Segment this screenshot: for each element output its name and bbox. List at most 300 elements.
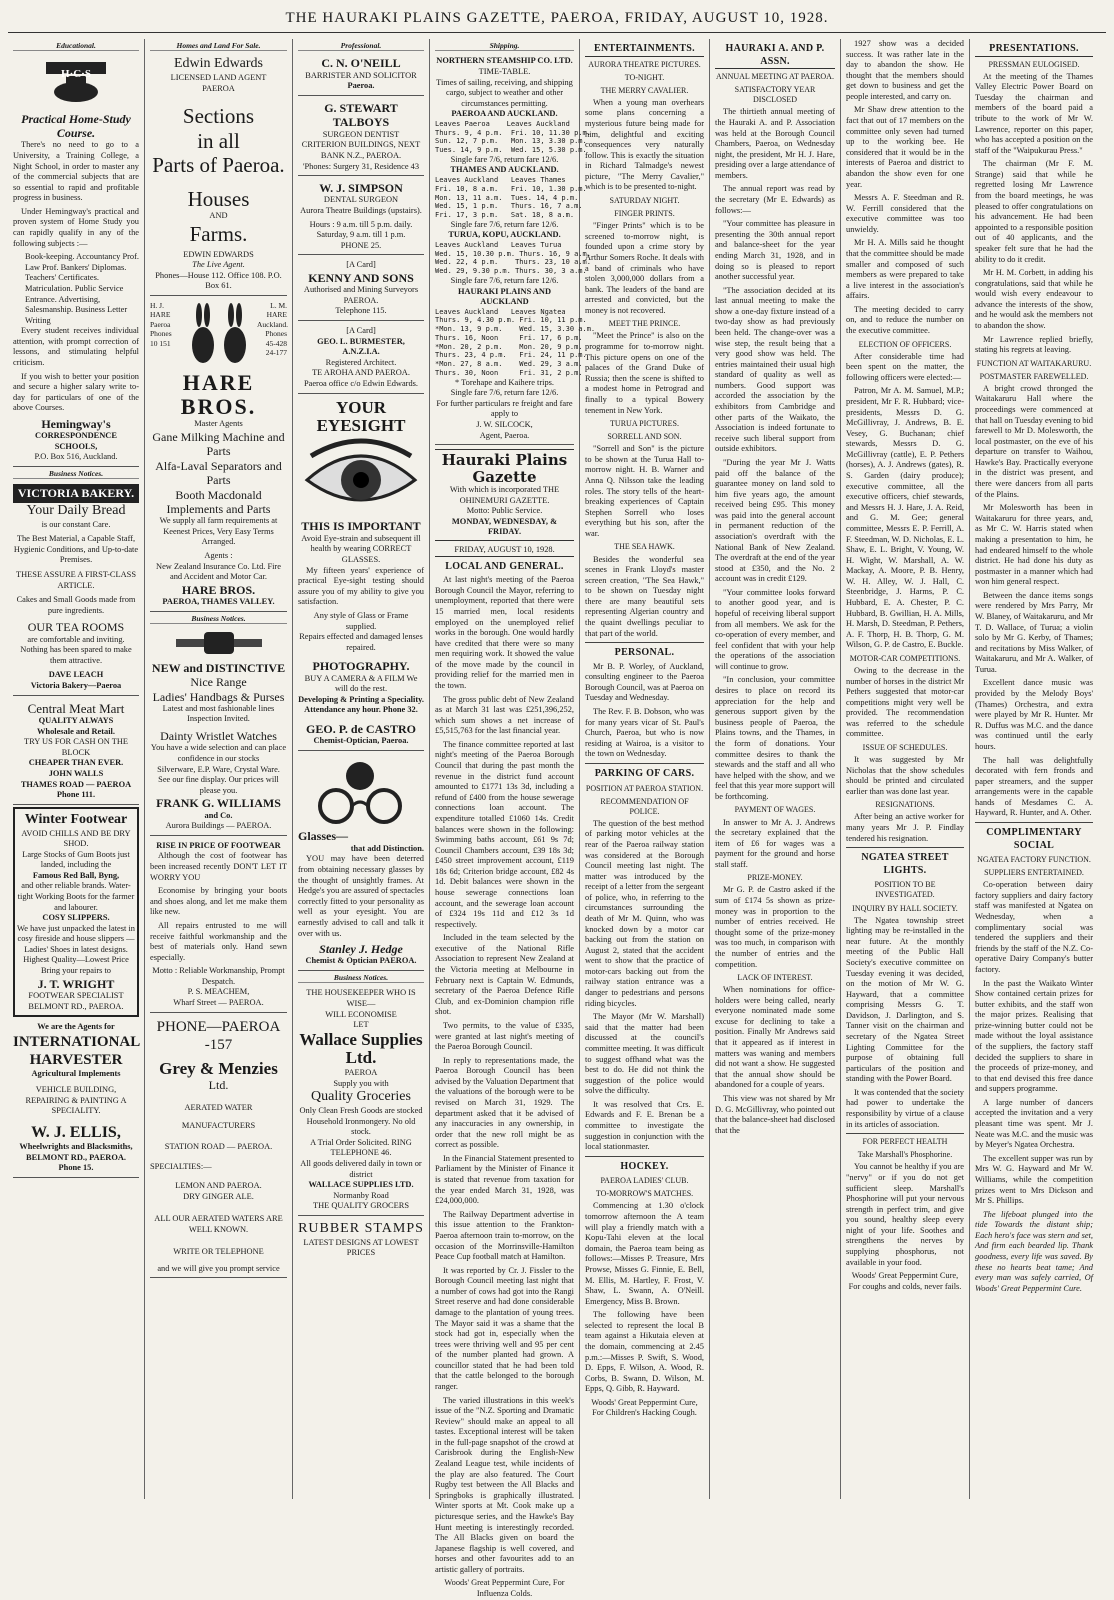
paragraph: Messrs A. F. Steedman and R. W. Ferrill considered that the executive committee was too unwieldy. [846,193,964,234]
williams-text: Aurora Buildings — PAEROA. [165,821,272,831]
paragraph: At last night's meeting of the Paeroa Borough Council the Mayor, referring to unemployment, reported that there were 15 married men, local residents employed on the unemployed relief works in the borough. One would hardly have credited that there were so many men requiring work. It showed the value of the move made by the council in providing relief for the married men in the town. [435,575,574,691]
meat-address: THAMES ROAD — PAEROA [20,779,132,789]
route-heading: TURUA, KOPU, AUCKLAND. [448,230,561,240]
williams-text: You have a wide selection and can place confidence in our stocks [150,743,287,764]
route-heading: THAMES AND AUCKLAND. [450,165,559,175]
gm-text: DRY GINGER ALE. [183,1191,254,1201]
edwin-edwards-ad [150,53,287,296]
hare-bros-name: HARE BROS. [180,369,257,420]
oneill-card [298,53,424,96]
wright-address: FOOTWEAR SPECIALIST BELMONT RD., PAEROA. [28,991,124,1011]
paragraph: Mr H. A. Mills said he thought that the committee should be made smaller and composed of such members as were prepared to take a live interest in the association's affairs. [846,238,964,301]
talboys-card [298,98,424,176]
fare-text: For further particulars re freight and fare apply to [436,398,573,419]
eyesight-text: Avoid Eye-strain and subsequent ill health by wearing CORRECT GLASSES. [301,533,421,565]
burmester-card [298,323,424,393]
verse: The lifeboat plunged into the tide Towards the distant ship; Each hero's face was stern and set, And firm each bearded lip. Thank goodness, every life was saved. By these no hearts beat tame; And every man was safely carried, Of Woods' Great Peppermint Cure. [975,1209,1093,1293]
footwear-text: AVOID CHILLS AND BE DRY SHOD. [21,828,131,849]
ellis-text: Wheelwrights and Blacksmiths, [19,1142,133,1152]
hare-text: Master Agents [194,419,243,429]
subheading: ANNUAL MEETING AT PAEROA. [716,72,834,82]
paragraph: When nominations for office-holders were being called, nearly everyone nominated made some excuse for declining to take a position. Finally Mr Andrews said that it appeared as if interest in matters was waning and members did not want a show. He suggested that the annual show should be abandoned for a couple of years. [715,985,835,1090]
williams-name: FRANK G. WILLIAMS [156,796,281,811]
subheading: ISSUE OF SCHEDULES. [862,743,948,752]
footwear-text: and other reliable brands. Water-tight Working Boots for the farmer and labourer. [17,881,135,912]
column-3 [293,39,430,1499]
wallace-text: THE QUALITY GROCERS [313,1201,409,1211]
wallace-text: A Trial Order Solicited. RING TELEPHONE 46. [310,1137,412,1158]
gm-phone: PHONE—PAEROA -157 [156,1018,281,1053]
wallace-footer: WALLACE SUPPLIES LTD. [308,1180,414,1190]
column-8 [970,39,1098,1499]
subheading: TO-NIGHT. [624,72,665,82]
paragraph: "Your committee looks forward to another good year, and is hopeful of receiving liberal support from all members. We ask for the co-operation of every member, and feel confident that with your help the operations of the association will continue to grow. [715,587,835,671]
shipping-company: NORTHERN STEAMSHIP CO. LTD. [436,56,573,66]
paragraph: Included in the team selected by the executive of the National Rifle Association to represent New Zealand at the Victoria meeting at Melbourne in February next is Captain W. Edmunds, secretary of the Paeroa Defence Rifle Club, and ex-Dominion champion rifle shot. [435,933,574,1017]
hedge-ad [298,753,424,971]
personal-heading: PERSONAL. [614,647,675,659]
hedge-name: Stanley J. Hedge [319,942,403,957]
paragraph: Mr B. P. Worley, of Auckland, consulting engineer to the Paeroa Borough Council, was at Paeroa on Tuesday and Wednesday. [585,661,704,703]
footwear-heading: Winter Footwear [24,811,128,827]
footwear-text: Bring your repairs to [40,966,111,976]
paragraph: Owing to the decrease in the number of horses in the district Mr Pethers suggested that motor-car competitions might very well be provided. The recommendation was referred to the schedule committee. [846,665,964,739]
williams-text: Latest and most fashionable lines Inspection Invited. [162,703,275,724]
card-text: Authorised and Mining Surveyors PAEROA. [303,285,419,305]
paragraph: Mr Shaw drew attention to the fact that out of 17 members on the committee only seven had turned up to the working bee. He considered that it would be in the interests of Paeroa and district to abandon the show even for one year. [846,105,964,189]
divider [585,763,704,764]
photo-text: BUY A CAMERA & A FILM We will do the rest. [304,673,418,694]
paragraph: YOU may have been deterred from obtaining necessary glasses by the thought of unsightly frames. At Hedge's you are assured of spectacles correctly fitted to your personality as well as your eyesight. You are earnestly advised to call and talk it over with us. [298,854,424,938]
paragraph: There's no need to go to a University, a Training College, a Night School, in order to master any of the commercial subjects that are so essential to rapid and profitable progress in business. [13,140,139,203]
paragraph: The varied illustrations in this week's issue of the "N.Z. Sporting and Dramatic Review" should make an appeal to all tastes. Exceptional interest will be taken in the full-page snapshot of the crowd at Carisbrook during the English-New Zealand League test, while incidents of the play are also featured. The Court Rugby test between the All Blacks and Springboks is graphically illustrated. Winter sports at Mt. Cook make up a picturesque series, and the Hawke's Bay Hunt meeting is interestingly recorded. The All Blacks given on board the Japanese flagship is well covered, and horses and other favourites add to an artistic gallery of portraits. [435,1395,574,1574]
bakery-text: Cakes and Small Goods made from pure ingredients. [16,595,136,615]
paragraph: The meeting decided to carry on, and to reduce the number on the executive committee. [846,304,964,336]
paragraph: Mr H. M. Corbett, in adding his congratulations, said that while he would wish every endeavour to advance the interests of the show, and he would ask the members not to abandon the show. [975,268,1093,330]
card-text: CRITERION BUILDINGS, NEXT BANK N.Z., PAEROA. [301,140,421,160]
card-name: W. J. SIMPSON [319,181,403,196]
williams-text: Silverware, E.P. Ware, Crystal Ware. [157,764,280,774]
association-heading: HAURAKI A. AND P. ASSN. [715,43,835,69]
subheading: POSITION TO BE INVESTIGATED. [874,880,936,900]
card-name: KENNY AND SONS [308,270,414,285]
frank-williams-ad [150,626,287,836]
paper-title-block [435,449,574,541]
paragraph: Between the dance items songs were rendered by Mrs Parry, Mr W. Blaney, of Waitakaruru, and Mr T. D. Wallace, of Turua; a violin solo by Mr G. Kerby, of Thames; and recitations by Miss Walker, of Waitakaruru, and Mr A. Walker, of Turua. [975,590,1093,674]
paragraph: You cannot be healthy if you are "nervy" or if you do not get sufficient sleep. Marshall's Phosphorine will put your nervous strength in perfect trim, and give you sound, healthy sleep every night of your life. Soothes and strengthens the nerves by supplying phosphorus, not available in your food. [846,1162,964,1267]
card-name: C. N. O'NEILL [321,56,401,71]
meat-owner: JOHN WALLS [48,769,104,778]
subheading: ELECTION OF OFFICERS. [858,339,952,349]
simpson-card [298,178,424,255]
gm-text: STATION ROAD — PAEROA. [164,1141,273,1151]
hare-text: Agents : [204,551,233,561]
subheading: FUNCTION AT WAITAKARURU. [976,358,1092,368]
paragraph: The following have been selected to represent the local B team against a Hikutaia eleven at the domain, commencing at 2.45 p.m.:—Misses P. Swift, S. Wood, D. Epps, F. Wilson, A. Wood, R. Corbs, B. Swann, D. Wilson, M. Epps, Q. Gibb, R. Hayward. [585,1310,704,1394]
agents-text: We are the Agents for [37,1022,115,1032]
column-1 [8,39,145,1499]
card-label: [A Card] [346,326,376,336]
farms-text: Farms. [189,221,248,246]
meat-text: CHEAPER THAN EVER. [28,758,124,768]
agent-place: Agent, Paeroa. [479,430,530,440]
card-text: Paeroa. [347,81,375,91]
meat-text: TRY US FOR CASH ON THE BLOCK [23,737,128,757]
subheading: MOTOR-CAR COMPETITIONS. [849,653,961,663]
paragraph: Excellent dance music was provided by the Melody Boys' (Thames) Orchestra, and extra were played by Mr R. Hunter. Mr R. Duffus was M.C. and the dance was continued until the early hours. [975,678,1093,751]
meat-phone: Phone 111. [56,790,96,800]
wallace-text: Household Ironmongery. No old stock. [306,1116,416,1137]
subheading: SUPPLIERS ENTERTAINED. [984,868,1084,878]
subheading: SATISFACTORY YEAR DISCLOSED [734,85,816,105]
card-text: Hours : 9 a.m. till 5 p.m. daily. Saturday, 9 a.m. till 1 p.m. [309,219,413,240]
bakery-text: THESE ASSURE A FIRST-CLASS ARTICLE. [16,569,136,590]
paper-motto: Motto: Public Service. [466,506,543,516]
meat-text: QUALITY ALWAYS [38,716,114,726]
paragraph: Under Hemingway's practical and proven system of Home Study you can rapidly qualify in any of the following subjects :— [13,206,139,248]
paragraph: The Ngatea township street lighting may be re-installed in the near future. At the monthly meeting of the Public Hall Society's executive committee on Tuesday evening it was decided, on the motion of Mr W. G. Hayward, that a committee comprising Messrs G. T. Davidson, J. Darlington, and S. Tanner visit on the chairman and secretary of the Ngatea Street Lighting Committee for the purpose of obtaining full particulars of the position and standing with the Power Board. [846,915,964,1084]
card-text: DENTAL SURGEON [323,195,399,205]
meachem-ad [150,838,287,1013]
and-text: AND [209,210,228,220]
section-heading: Business Notices. [298,973,424,983]
hedge-title: Chemist & Optician PAEROA. [305,956,417,966]
column-4 [430,39,596,1598]
parts-text: Parts of Paeroa. [152,152,285,177]
ellis-text: Phone 15. [58,1163,94,1173]
hare-text: We supply all farm requirements at Keenest Prices, Very Easy Terms Arranged. [159,516,278,547]
paragraph: 1927 show was a decided success. It was rather late in the day to abandon the show. He thought that the members should get down to business and get the people interested, and carry on. [846,39,964,101]
divider [846,1133,964,1134]
slippers-heading: COSY SLIPPERS. [42,913,110,923]
wallace-text: PAEROA [344,1068,378,1078]
subheading: PAYMENT OF WAGES. [734,805,816,815]
column-5 [580,39,710,1499]
wallace-text: Normanby Road [333,1190,389,1200]
paragraph: In the Financial Statement presented to Parliament by the Minister of Finance it is stated that revenue from taxation for the year ended March 31, 1928, was £24,000,000. [435,1153,574,1206]
fare-text: Single fare 7/6, return fare 12/6. [450,275,559,285]
paragraph: This view was not shared by Mr D. G. McGillivray, who pointed out that the balance-sheet had disclosed that the [715,1093,835,1135]
eyesight-text: Any style of Glass or Frame supplied. [313,610,409,631]
card-label: [A Card] [346,260,376,270]
fare-text: Single fare 7/6, return fare 12/6. [450,154,559,164]
williams-text: NEW and DISTINCTIVE [151,660,286,675]
paragraph: Although the cost of footwear has been increased recently DON'T LET IT WORRY YOU [150,851,287,882]
subheading: POSTMASTER FAREWELLED. [979,371,1089,381]
gm-text: and we will give you prompt service [157,1263,280,1273]
subheading: TO-MORROW'S MATCHES. [595,1189,694,1199]
card-text: Registered Architect. [325,357,397,367]
paragraph: At the meeting of the Thames Valley Electric Power Board on Tuesday the chairman and members of the board paid a tribute to the work of Mr W. Lawrence, reporter on this paper, who has accepted a position on the staff of the "Waipukurau Press." [975,71,1093,155]
wallace-text: Supply you with [333,1078,389,1088]
in-all-text: in all [197,128,240,153]
paragraph: It was suggested by Mr Nicholas that the show schedules should be printed and circulated earlier than was done last year. [846,755,964,796]
paragraph: "During the year Mr J. Watts paid off the balance of the guarantee money on land sold to him five years ago, the amount received being £95. This money was paid into the general account in permanent reduction of the association's overdraft with the National Bank of New Zealand. The overdraft at the end of the year stood at £350, and the No. 2 account was in credit £129. [715,457,835,584]
timetable-text: Times of sailing, receiving, and shipping cargo, subject to weather and other circumstances permitting. [436,77,573,108]
shipping-timetable [435,53,596,445]
column-6 [710,39,841,1499]
social-heading: COMPLIMENTARY SOCIAL [986,826,1082,851]
subheading: AURORA THEATRE PICTURES. [588,59,701,69]
williams-text: See our fine display. Our prices will please you. [158,775,279,795]
paragraph: Mr Molesworth has been in Waitakaruru for three years, and, as Mr C. W. Harris stated when making a presentation to him, he had endeared himself to the whole district. He had done his duty as postmaster in a manner which had won him general respect. [975,503,1093,587]
kenny-card [298,257,424,321]
subheading: RECOMMENDATION OF POLICE. [600,796,689,816]
paragraph: The Mayor (Mr W. Marshall) said that the matter had been discussed at the council's committee meeting. It was difficult to suggest offhand what was the best to do. He did not think the suggestion of the police would solve the difficulty. [585,1012,704,1096]
paragraph: My fifteen years' experience of practical Eye-sight testing should assure you of my ability to give you satisfaction. [298,565,424,607]
route-schedule: Leaves Auckland Leaves Ngatea Thurs. 9, 4.30 p.m. Fri. 10, 11 p.m. *Mon. 13, 9 p.m. Wed. 15, 3.30 a.m. Thurs. 16, Noon Fri. 17, 6 p.m. *Mon. 20, 2 p.m. Mon. 20, 9 p.m. Thurs. 23, 4 p.m. Fri. 24, 11 p.m. *Mon. 27, 8 a.m. Wed. 29, 3 a.m. Thurs. 30, Noon Fri. 31, 2 p.m. [435,307,596,377]
paragraph: If you wish to better your position and secure a higher salary write to-day for particulars of one of the above Courses. [13,371,139,413]
subheading: PRESSMAN EULOGISED. [988,59,1080,69]
section-heading: Educational. [13,41,139,51]
paragraph: "Your committee has pleasure in presenting the 30th annual report and balance-sheet for the year ending March 31, 1928, and in doing so is pleased to report another successful year. [715,219,835,282]
columns [8,39,1106,1598]
woods-ad: Woods' Great Peppermint Cure, For coughs and colds, never fails. [848,1271,962,1291]
subheading: THE MERRY CAVALIER. [600,85,689,95]
subheading: PAEROA LADIES' CLUB. [600,1176,689,1186]
course-heading: Practical Home-Study Course. [21,111,131,141]
agent-phones: Phones—House 112. Office 108. P.O. Box 61. [155,270,282,291]
hare-paeroa: H. J. HARE Paeroa Phones 10 151 [150,300,172,348]
paragraph: Commencing at 1.30 o'clock tomorrow afternoon the A team will play a friendly match with a Kopu-Tahi eleven at the local domain, the Paeroa team being as follows:—Misses P. Treasure, Mrs Prowse, Misses G. Finnie, E. Bell, M. Ellis, M. Hartley, F. Frost, V. Shaw, L. Swann, A. O'Neill. Emergency, Miss B. Brown. [585,1201,704,1306]
paragraph: In the past the Waikato Winter Show contained certain prizes for butter exhibits, and the staff won the major prizes. Realising that prize-winning butter could not be made without the loyal assistance of the suppliers, the factory staff decided the suppliers to share in the proceeds of prize-money, and to that end devised this free dance and suppers programme. [975,978,1093,1094]
tea-rooms: OUR TEA ROOMS [27,620,125,635]
wallace-text: LET [353,1020,369,1030]
firm-name: Hemingway's [41,416,111,431]
spectacles-portrait-icon [298,756,423,826]
paragraph: Co-operation between dairy factory suppliers and dairy factory staff was manifested at Ngatea on Wednesday, when a complimentary social was tendered the suppliers and their friends by the staff of the N.Z. Co-operative Dairy Company's butter factory. [975,880,1093,974]
paragraph: Mr G. P. de Castro asked if the sum of £174 5s shown as prize-money was in proportion to the number of entries received. He thought some of the prize-money was too much, in comparison with the number of entries and the competition. [715,885,835,969]
hare-bros-ad [150,298,287,612]
williams-text: Dainty Wristlet Watches [160,729,277,744]
agri-text: Agricultural Implements [31,1068,121,1078]
owner-place: Victoria Bakery—Paeroa [30,680,122,690]
paragraph: After considerable time had been spent on the matter, the following officers were elected:— [846,351,964,382]
woods-ad: Woods' Great Peppermint Cure, For Children's Hacking Cough. [591,1397,698,1418]
route-heading: PAEROA AND AUCKLAND. [451,109,558,119]
meat-mart-ad [13,698,139,805]
paragraph: "Sorrell and Son" is the picture to be shown at the Turua Hall to-morrow night. H. B. Warner and Anna Q. Nilsson take the leading roles. The story tells of the heart-breaking experiences of Captain Stephen Sorrell who loses everything but his son, after the war. [585,444,704,538]
bakery-text: are comfortable and inviting. Nothing has been spared to make them attractive. [20,634,132,665]
subheading: RESIGNATIONS. [875,800,935,810]
paragraph: Besides the wonderful sea scenes in Frank Lloyd's master screen creation, "The Sea Hawk," to be shown on Tuesday night there are many beautiful sets representing Algerian country and the quaint dwellings peculiar to that part of the world. [585,554,704,638]
paragraph: The gross public debt of New Zealand as at March 31 last was £251,396,252, which sum shows a net increase of £5,515,763 for the last financial year. [435,694,574,736]
ngatea-heading: NGATEA STREET LIGHTS. [861,852,949,876]
paragraph: It was resolved that Crs. E. Edwards and F. E. Brenan be a committee to investigate the suggestion in conjunction with the local stationmaster. [585,1099,704,1152]
subject-list: Book-keeping. Accountancy Prof. Law Prof. Bankers' Diplomas. Teachers' Certificates. Matriculation. Public Service Entrance. Advertising, Salesmanship. Business Letter Writing [25,252,139,325]
daily-bread-sub: is our constant Care. [41,519,111,529]
card-name: GEO. L. BURMESTER, A.N.Z.I.A. [317,336,405,357]
column-7 [841,39,970,1499]
wallace-groceries: Quality Groceries [311,1089,411,1105]
stamps-heading: RUBBER STAMPS [298,1220,424,1236]
section-heading: Professional. [298,41,424,51]
paragraph: Every student receives individual attention, with prompt correction of lessons, and stimulating helpful criticism. [13,326,139,367]
daily-bread: Your Daily Bread [26,502,126,518]
meachem-motto: Motto : Reliable Workmanship, Prompt Despatch. [152,966,285,986]
subheading: PRIZE-MONEY. [747,873,803,883]
agent-name: Edwin Edwards [173,56,264,72]
section-heading: Homes and Land For Sale. [150,41,287,51]
williams-text: Nice Range [190,675,247,690]
gm-text: SPECIALTIES:— [150,1162,212,1172]
rubber-stamps-ad [298,1218,424,1262]
meachem-address: Wharf Street — PAEROA. [173,997,264,1007]
card-text: SURGEON DENTIST [322,129,400,139]
timetable-heading: TIME-TABLE. [478,67,531,77]
paragraph: It was reported by Cr. J. Fissler to the Borough Council meeting last night that a number of cows had got into the Rangi Street reserve and had done considerable damage to the plantation of young trees. The Mayor said it was a shame that the stock had got in, especially when the trees were thriving well and 95 per cent of the number planted had grown. A councillor stated that he had been told that the cattle belonged to the borough ranger. [435,1265,574,1392]
hare-text: New Zealand Insurance Co. Ltd. Fire and Accident and Motor Car. [156,561,281,582]
entertainments-heading: ENTERTAINMENTS. [585,43,704,57]
paragraph: The Rev. F. B. Dobson, who was for many years vicar of St. Paul's Church, Paeroa, but who is now residing at Wairoa, is a visitor to the town on Wednesday. [585,707,704,759]
gm-text: ALL OUR AERATED WATERS ARE WELL KNOWN. [154,1214,283,1234]
card-name: G. STEWART TALBOYS [324,100,398,130]
hare-bros-footer: PAEROA, THAMES VALLEY. [162,597,275,607]
paragraph: "The association decided at its last annual meeting to make the show a one-day fixture instead of a two-day show as had previously been held. The change-over was a wise step, the result being that a very good show was held. The entries maintained their usual high standard of quality as well as numbers. Good support was accorded the association by the exhibitors from Cambridge and other parts of the Waikato, the Association is indeed fortunate to receive such liberal support from outside exhibitors. [715,285,835,454]
masthead: THE HAURAKI PLAINS GAZETTE, PAEROA, FRIDAY, AUGUST 10, 1928. [8,10,1106,33]
subheading: INQUIRY BY HALL SOCIETY. [852,903,958,913]
houses-text: Houses [187,186,250,211]
stamps-text: PRICES [346,1248,376,1258]
hare-text: Gane Milking Machine and Parts [152,429,285,459]
wallace-name: Wallace Supplies Ltd. [299,1029,423,1068]
wallace-text: WILL ECONOMISE [325,1009,397,1019]
hare-bros-footer: HARE BROS. [181,582,256,597]
victoria-bakery-ad [13,481,139,695]
paragraph: Mr Lawrence replied briefly, stating his regrets at leaving. [975,334,1093,355]
eyesight-heading: YOUR EYESIGHT [316,397,406,436]
hare-text: Alfa-Laval Separators and Parts [155,458,282,488]
paragraph: The hall was delightfully decorated with fern fronds and paper streamers, and the supper arrangements were in the capable hands of Mesdames C. A. Hayward, R. Hunter, and A. Other. [975,755,1093,818]
important: THIS IS IMPORTANT [301,519,421,534]
card-text: Aurora Theatre Buildings (upstairs). [300,206,422,216]
gm-ltd: Ltd. [208,1078,229,1093]
paper-subtitle: With which is incorporated THE OHINEMURI GAZETTE. [449,485,560,505]
williams-text: and Co. [204,810,233,820]
hare-text: Booth Macdonald Implements and Parts [166,487,271,516]
route-schedule: Leaves Auckland Leaves Thames Fri. 10, 8 a.m. Fri. 10, 1.30 p.m. Mon. 13, 11 a.m. Tues. 14, 4 p.m. Wed. 15, 1 p.m. Thurs. 16, 7 a.m. Fri. 17, 3 p.m. Sat. 18, 8 a.m. [435,176,587,220]
hare-auckland: L. M. HARE Auckland. Phones 45-428 24-177 [257,300,289,358]
paragraph: "In conclusion, your committee desires to place on record its appreciation for the help and generous support given by the business people of Paeroa, the Plains towns, and the Thames, in the form of donations. Your committee desires to thank the stewards and the staff and all who have helped with the show, and we feel that this year more support will be forthcoming. [715,675,835,801]
harvester-ad [13,1019,139,1178]
glasses-sub: that add Distinction. [350,843,424,853]
divider [585,642,704,643]
gm-text: LEMON AND PAEROA. [175,1180,262,1190]
wright-name: J. T. WRIGHT [37,976,115,991]
meat-mart-name: Central Meat Mart [27,700,125,716]
castro-name: GEO. P. de CASTRO [306,721,416,736]
hockey-heading: HOCKEY. [620,1160,669,1172]
wallace-text: All goods delivered daily in town or district [300,1159,422,1179]
eye-icon [301,436,421,516]
section-heading: Business Notices. [13,469,139,479]
hemingway-ad [13,53,139,467]
paper-title: Hauraki Plains Gazette [441,451,568,486]
subheading: FINGER PRINTS. [614,209,675,219]
bakery-text: The Best Material, a Capable Staff, Hygienic Conditions, and Up-to-date Premises. [13,534,139,565]
ellis-name: W. J. ELLIS, [31,1124,121,1142]
subheading: NGATEA FACTORY FUNCTION. [977,855,1091,865]
gm-text: MANUFACTURERS [181,1121,256,1131]
subheading: POSITION AT PAEROA STATION. [585,783,704,793]
paragraph: "Meet the Prince" is also on the programme for to-morrow night. This picture opens on one of the palaces of the Grand Duke of Russia; then the scene is shifted to a modest home in Petrograd and finally to a typical Bowery tenement in New York. [585,331,704,415]
agent-title: LICENSED LAND AGENT [170,73,267,83]
eyesight-text: Repairs effected and damaged lenses repaired. [299,632,423,652]
wallace-text: Only Clean Fresh Goods are stocked [299,1106,423,1116]
parking-heading: PARKING OF CARS. [594,767,695,779]
paragraph: In reply to representations made, the Paeroa Borough Council has been advised by the Valuation Department that the valuations of the borough were to be revised on March 31, 1929. The department asked that it be advised of any inaccuracies in any ownership, in order that the new roll might be as correct as possible. [435,1055,574,1150]
eyesight-ad [298,396,424,751]
gm-text: WRITE OR TELEPHONE [173,1247,264,1257]
card-text: 'Phones: Surgery 31, Residence 43 [302,161,420,171]
woods-ad: Woods' Great Peppermint Cure, For Influenza Colds. [444,1578,565,1598]
footwear-text: We have just unpacked the latest in cosy fireside and house slippers — Ladies' Shoes in latest designs. Highest Quality—Lowest Price [17,923,135,965]
subheading: MEET THE PRINCE. [608,319,681,329]
local-heading: LOCAL AND GENERAL. [445,560,564,572]
paragraph: The chairman (Mr F. M. Strange) said that while he regretted losing Mr Lawrence from the board meetings, he was pleased to offer congratulations on his advancement. He had been appointed to a responsible position out of 40 applicants, and the speaker felt sure that he had the ability to do it credit. [975,159,1093,264]
route-heading: HAURAKI PLAINS AND AUCKLAND [457,286,552,307]
divider [846,847,964,848]
paragraph: After being an active worker for many years Mr J. P. Findlay tendered his resignation. [846,812,964,843]
paragraph: In answer to Mr A. J. Andrews the secretary explained that the item of £6 for wages was a payment for the ground and horse stall staff. [715,817,835,869]
card-text: BARRISTER AND SOLICITOR [305,70,417,80]
gm-name: Grey & Menzies [159,1058,278,1078]
agent-name-small: EDWIN EDWARDS [183,249,254,259]
divider [975,822,1093,823]
ellis-text: BELMONT RD., PAEROA. [26,1152,126,1162]
paragraph: The Railway Department advertise in this issue attention to the Frankton-Paeroa afternoon train to-morrow, on the occasion of the Morrinsville-Hamilton Peace Cup football match at Hamilton. [435,1209,574,1262]
paragraph: The excellent supper was run by Mrs W. G. Hayward and Mr W. Williams, while the competition prizes went to Mrs Dickson and Mr S. Phillips. [975,1153,1093,1206]
castro-title: Chemist-Optician, Paeroa. [313,736,409,746]
card-text: PHONE 25. [340,240,382,250]
watch-icon [174,629,264,657]
paragraph: The finance committee reported at last night's meeting of the Paeroa Borough Council that during the past month the revenue in the district fund account amounted to £1771 13s 3d, including a refund of £400 from the house sewerage connections loan account. The expenditure totalled £1060 14s. Credit balances were shown in the following: Swimming baths account, £61 9s 7d; Council Chambers account, £39 18s 3d; £450 street improvement account, £119 18s 6d; Criterion bridge account, £82 4s 1d. Debit balances were shown in the house sewerage connections loan account, and the sewerage loan account of £324 19s 11d and £12 3s 1d respectively. [435,739,574,929]
paragraph: A bright crowd thronged the Waitakaruru Hall where the proceedings were commenced at that hall on Tuesday evening to bid farewell to Mr D. Molesworth, the local postmaster, on the eve of his departure on transfer to Waihou, Hawke's Bay. Practically everyone in the district was present, and there were dancers from all parts of the Plains. [975,383,1093,499]
subheading: Take Marshall's Phosphorine. [857,1150,953,1160]
hcs-logo-text: H·C·S [61,68,91,81]
hare-rabbits-icon [183,301,255,371]
fare-text: Single fare 7/6, return fare 12/6. [450,219,559,229]
presentations-heading: PRESENTATIONS. [975,43,1093,57]
paragraph: The thirtieth annual meeting of the Hauraki A. and P. Association was held at the Borough Council Chambers, Paeroa, on Wednesday night, the president, Mr H. J. Hare, presiding over a large attendance of members. [715,107,835,180]
route-schedule: Leaves Auckland Leaves Turua Wed. 15, 10.30 p.m. Thurs. 16, 9 a.m. Wed. 22, 4 p.m. Thurs. 23, 10 a.m. Wed. 29, 9.30 p.m. Thurs. 30, 3 a.m. [435,240,591,276]
paper-days: MONDAY, WEDNESDAY, & FRIDAY. [451,516,558,537]
agent-name: J. W. SILCOCK, [476,420,533,430]
wallace-ad [298,985,424,1215]
stamps-text: LATEST DESIGNS AT LOWEST [303,1237,419,1247]
grey-menzies-ad [150,1015,287,1279]
paragraph: It was contended that the society had power to undertake the responsibility by virtue of a clause in its articles of association. [846,1087,964,1129]
harvester-name: INTERNATIONAL HARVESTER [13,1033,141,1068]
agent-place: PAEROA [202,83,235,93]
bakery-name: VICTORIA BAKERY. [13,484,139,502]
owner-name: DAVE LEACH [48,670,104,680]
card-text: Paeroa office c/o Edwin Edwards. [303,378,419,388]
fare-text: Single fare 7/6, return fare 12/6. [450,388,559,398]
paragraph: Economise by bringing your boots and shoes along, and let me make them like new. [150,886,287,917]
footwear-brands: Famous Red Ball, Byng, [32,870,120,880]
meachem-heading: RISE IN PRICE OF FOOTWEAR [156,840,281,850]
subheading: TURUA PICTURES. [610,419,679,429]
sections-text: Sections [182,104,255,129]
subheading: THE SEA HAWK. [614,542,675,552]
paragraph: Two permits, to the value of £335, were granted at last night's meeting of the Paeroa Borough Council. [435,1020,574,1052]
section-heading: Shipping. [435,41,574,51]
paragraph: "Finger Prints" which is to be screened to-morrow night, is founded upon a crime story by Arthur Somers Roche. It deals with a band of criminals who have stolen 3,000,000 dollars from a bank. The leaders of the band are arrested and convicted, but the money is not recovered. [585,221,704,315]
subheading: FOR PERFECT HEALTH [862,1137,948,1147]
paragraph: The question of the best method of parking motor vehicles at the rear of the Paeroa railway station was considered at the Borough Council meeting last night. The matter was introduced by the receipt of a letter from the sergeant of police, who, in referring to the circumstances surrounding the death of Mr M. Quinn, who was knocked down by a motor car backing out from the station on August 2, stated that the accident went to show that the practice of motor-cars backing out from the railway station entrance was a danger to pedestrians and persons riding bicycles. [585,818,704,1008]
photo-heading: PHOTOGRAPHY. [312,659,410,674]
